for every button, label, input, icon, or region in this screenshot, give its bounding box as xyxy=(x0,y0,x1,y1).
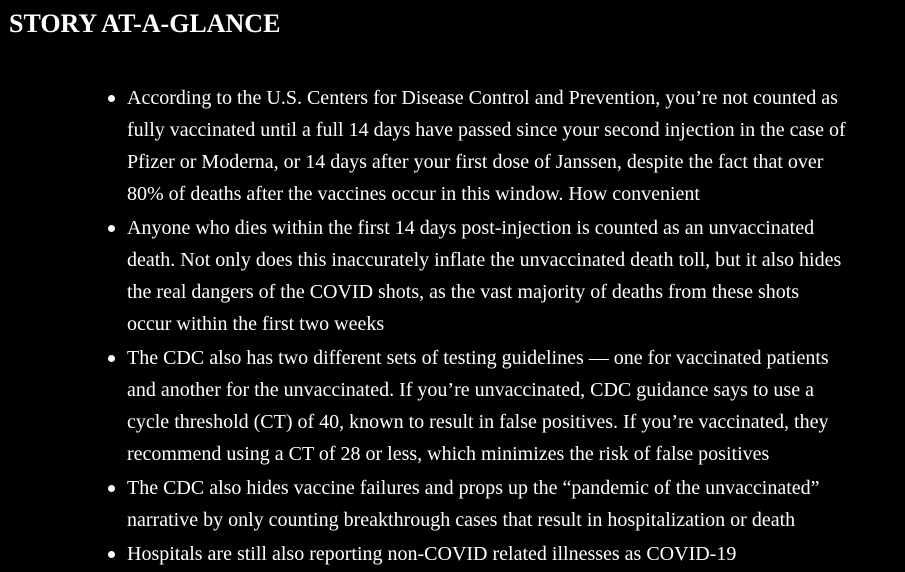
bullet-line: cycle threshold (CT) of 40, known to result in false positives. If you’re vaccinated, they xyxy=(127,411,829,433)
bullet-line: Pfizer or Moderna, or 14 days after your first dose of Janssen, despite the fact that over xyxy=(127,151,824,173)
bullet-item xyxy=(127,82,902,210)
bullet-line: Anyone who dies within the first 14 days post-injection is counted as an unvaccinated xyxy=(127,217,815,239)
story-bullet-list xyxy=(127,82,902,572)
bullet-line: fully vaccinated until a full 14 days have passed since your second injection in the case of xyxy=(127,119,846,141)
bullet-line: 80% of deaths after the vaccines occur in this window. How convenient xyxy=(127,183,700,205)
bullet-line: occur within the first two weeks xyxy=(127,313,385,335)
bullet-line: recommend using a CT of 28 or less, which minimizes the risk of false positives xyxy=(127,443,770,465)
bullet-line: Hospitals are still also reporting non-COVID related illnesses as COVID-19 xyxy=(127,543,737,565)
bullet-line: The CDC also hides vaccine failures and props up the “pandemic of the unvaccinated” xyxy=(127,477,820,499)
bullet-item xyxy=(127,472,902,536)
bullet-line: the real dangers of the COVID shots, as the vast majority of deaths from these shots xyxy=(127,281,800,303)
bullet-item xyxy=(127,342,902,470)
bullet-line: The CDC also has two different sets of testing guidelines — one for vaccinated patients xyxy=(127,347,829,369)
bullet-item xyxy=(127,212,902,340)
bullet-line: narrative by only counting breakthrough cases that result in hospitalization or death xyxy=(127,509,796,531)
bullet-item xyxy=(127,538,902,570)
bullet-line: According to the U.S. Centers for Disease Control and Prevention, you’re not counted as xyxy=(127,87,838,109)
bullet-line: and another for the unvaccinated. If you’re unvaccinated, CDC guidance says to use a xyxy=(127,379,814,401)
bullet-line: death. Not only does this inaccurately inflate the unvaccinated death toll, but it also hides xyxy=(127,249,842,271)
story-heading: STORY AT-A-GLANCE xyxy=(9,9,281,38)
